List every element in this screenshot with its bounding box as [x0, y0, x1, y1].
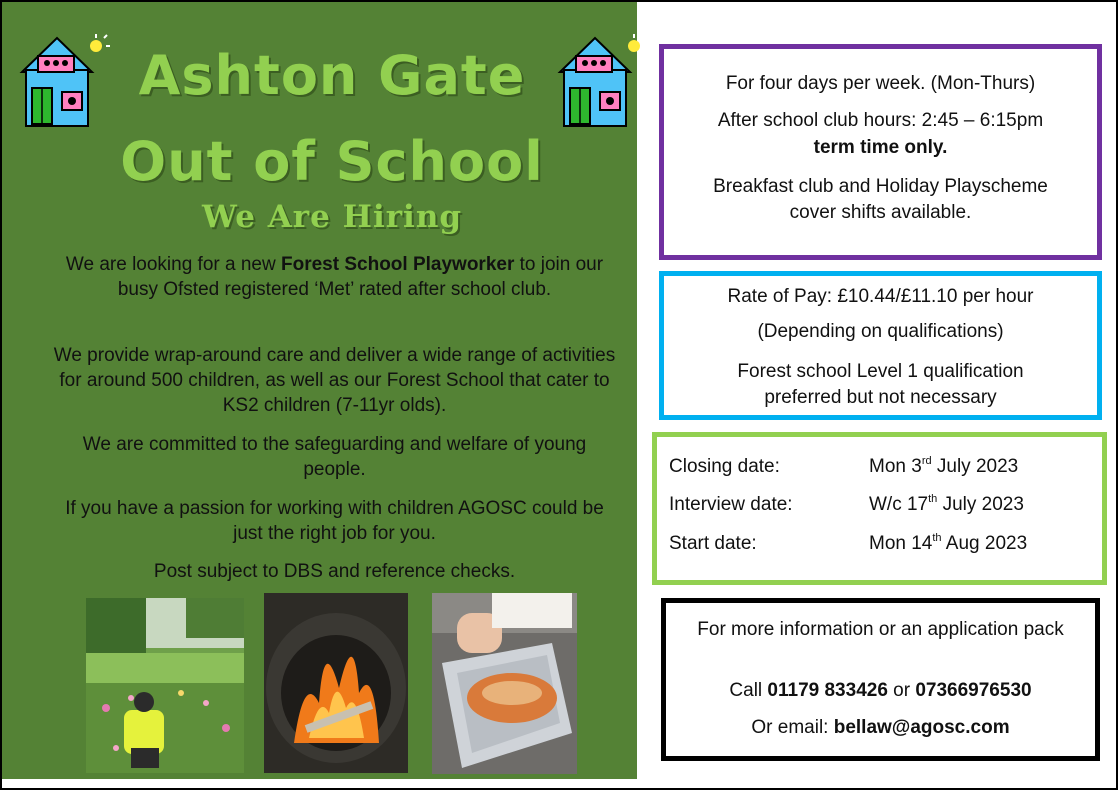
extra-shifts-text: Breakfast club and Holiday Playscheme cover shifts available.	[713, 176, 1048, 223]
email-line: Or email: bellaw@agosc.com	[751, 717, 1010, 738]
date-label: Interview date:	[669, 494, 793, 515]
depending-text: (Depending on qualifications)	[757, 321, 1004, 342]
date-value: W/c 17th July 2023	[869, 493, 1024, 515]
date-label: Start date:	[669, 533, 757, 554]
paragraph-activities: We provide wrap-around care and deliver a wide range of activities for around 500 children, as well as our Forest School that cater to KS2 children (7-11yr olds).	[53, 345, 616, 416]
foil-food-photo	[432, 593, 577, 774]
title-line-2: Out of School	[120, 130, 544, 193]
hours-text: After school club hours: 2:45 – 6:15pm	[717, 110, 1044, 131]
title-line-1: Ashton Gate	[138, 44, 526, 107]
call-line: Call 01179 833426 or 07366976530	[729, 680, 1032, 701]
intro-paragraph: We are looking for a new Forest School Playworker to join our busy Ofsted registered ‘Met’ rated after school club.	[65, 254, 604, 300]
dates-box	[652, 432, 1107, 585]
date-value: Mon 14th Aug 2023	[869, 532, 1028, 554]
campfire-photo	[264, 593, 408, 773]
pay-box	[659, 271, 1102, 420]
term-time-text: term time only.	[813, 137, 948, 158]
left-panel	[2, 2, 637, 779]
paragraph-passion: If you have a passion for working with children AGOSC could be just the right job for you.	[65, 498, 604, 544]
email-link[interactable]: bellaw@agosc.com	[833, 717, 1010, 738]
contact-box	[661, 598, 1100, 761]
info-text: For more information or an application pack	[697, 619, 1064, 640]
rate-of-pay: Rate of Pay: £10.44/£11.10 per hour	[727, 286, 1034, 307]
qualification-text: Forest school Level 1 qualification preferred but not necessary	[737, 361, 1024, 408]
date-value: Mon 3rd July 2023	[869, 455, 1019, 477]
phone-number[interactable]: 01179 833426	[767, 680, 888, 701]
paragraph-checks: Post subject to DBS and reference checks.	[153, 561, 516, 582]
job-title: Forest School Playworker	[281, 254, 515, 275]
hiring-tagline: We Are Hiring	[201, 199, 463, 235]
phone-number[interactable]: 07366976530	[915, 680, 1032, 701]
hours-box	[659, 44, 1102, 260]
paragraph-safeguarding: We are committed to the safeguarding and welfare of young people.	[82, 434, 587, 480]
date-label: Closing date:	[669, 456, 780, 477]
days-text: For four days per week. (Mon-Thurs)	[725, 73, 1036, 94]
park-photo	[86, 598, 244, 773]
